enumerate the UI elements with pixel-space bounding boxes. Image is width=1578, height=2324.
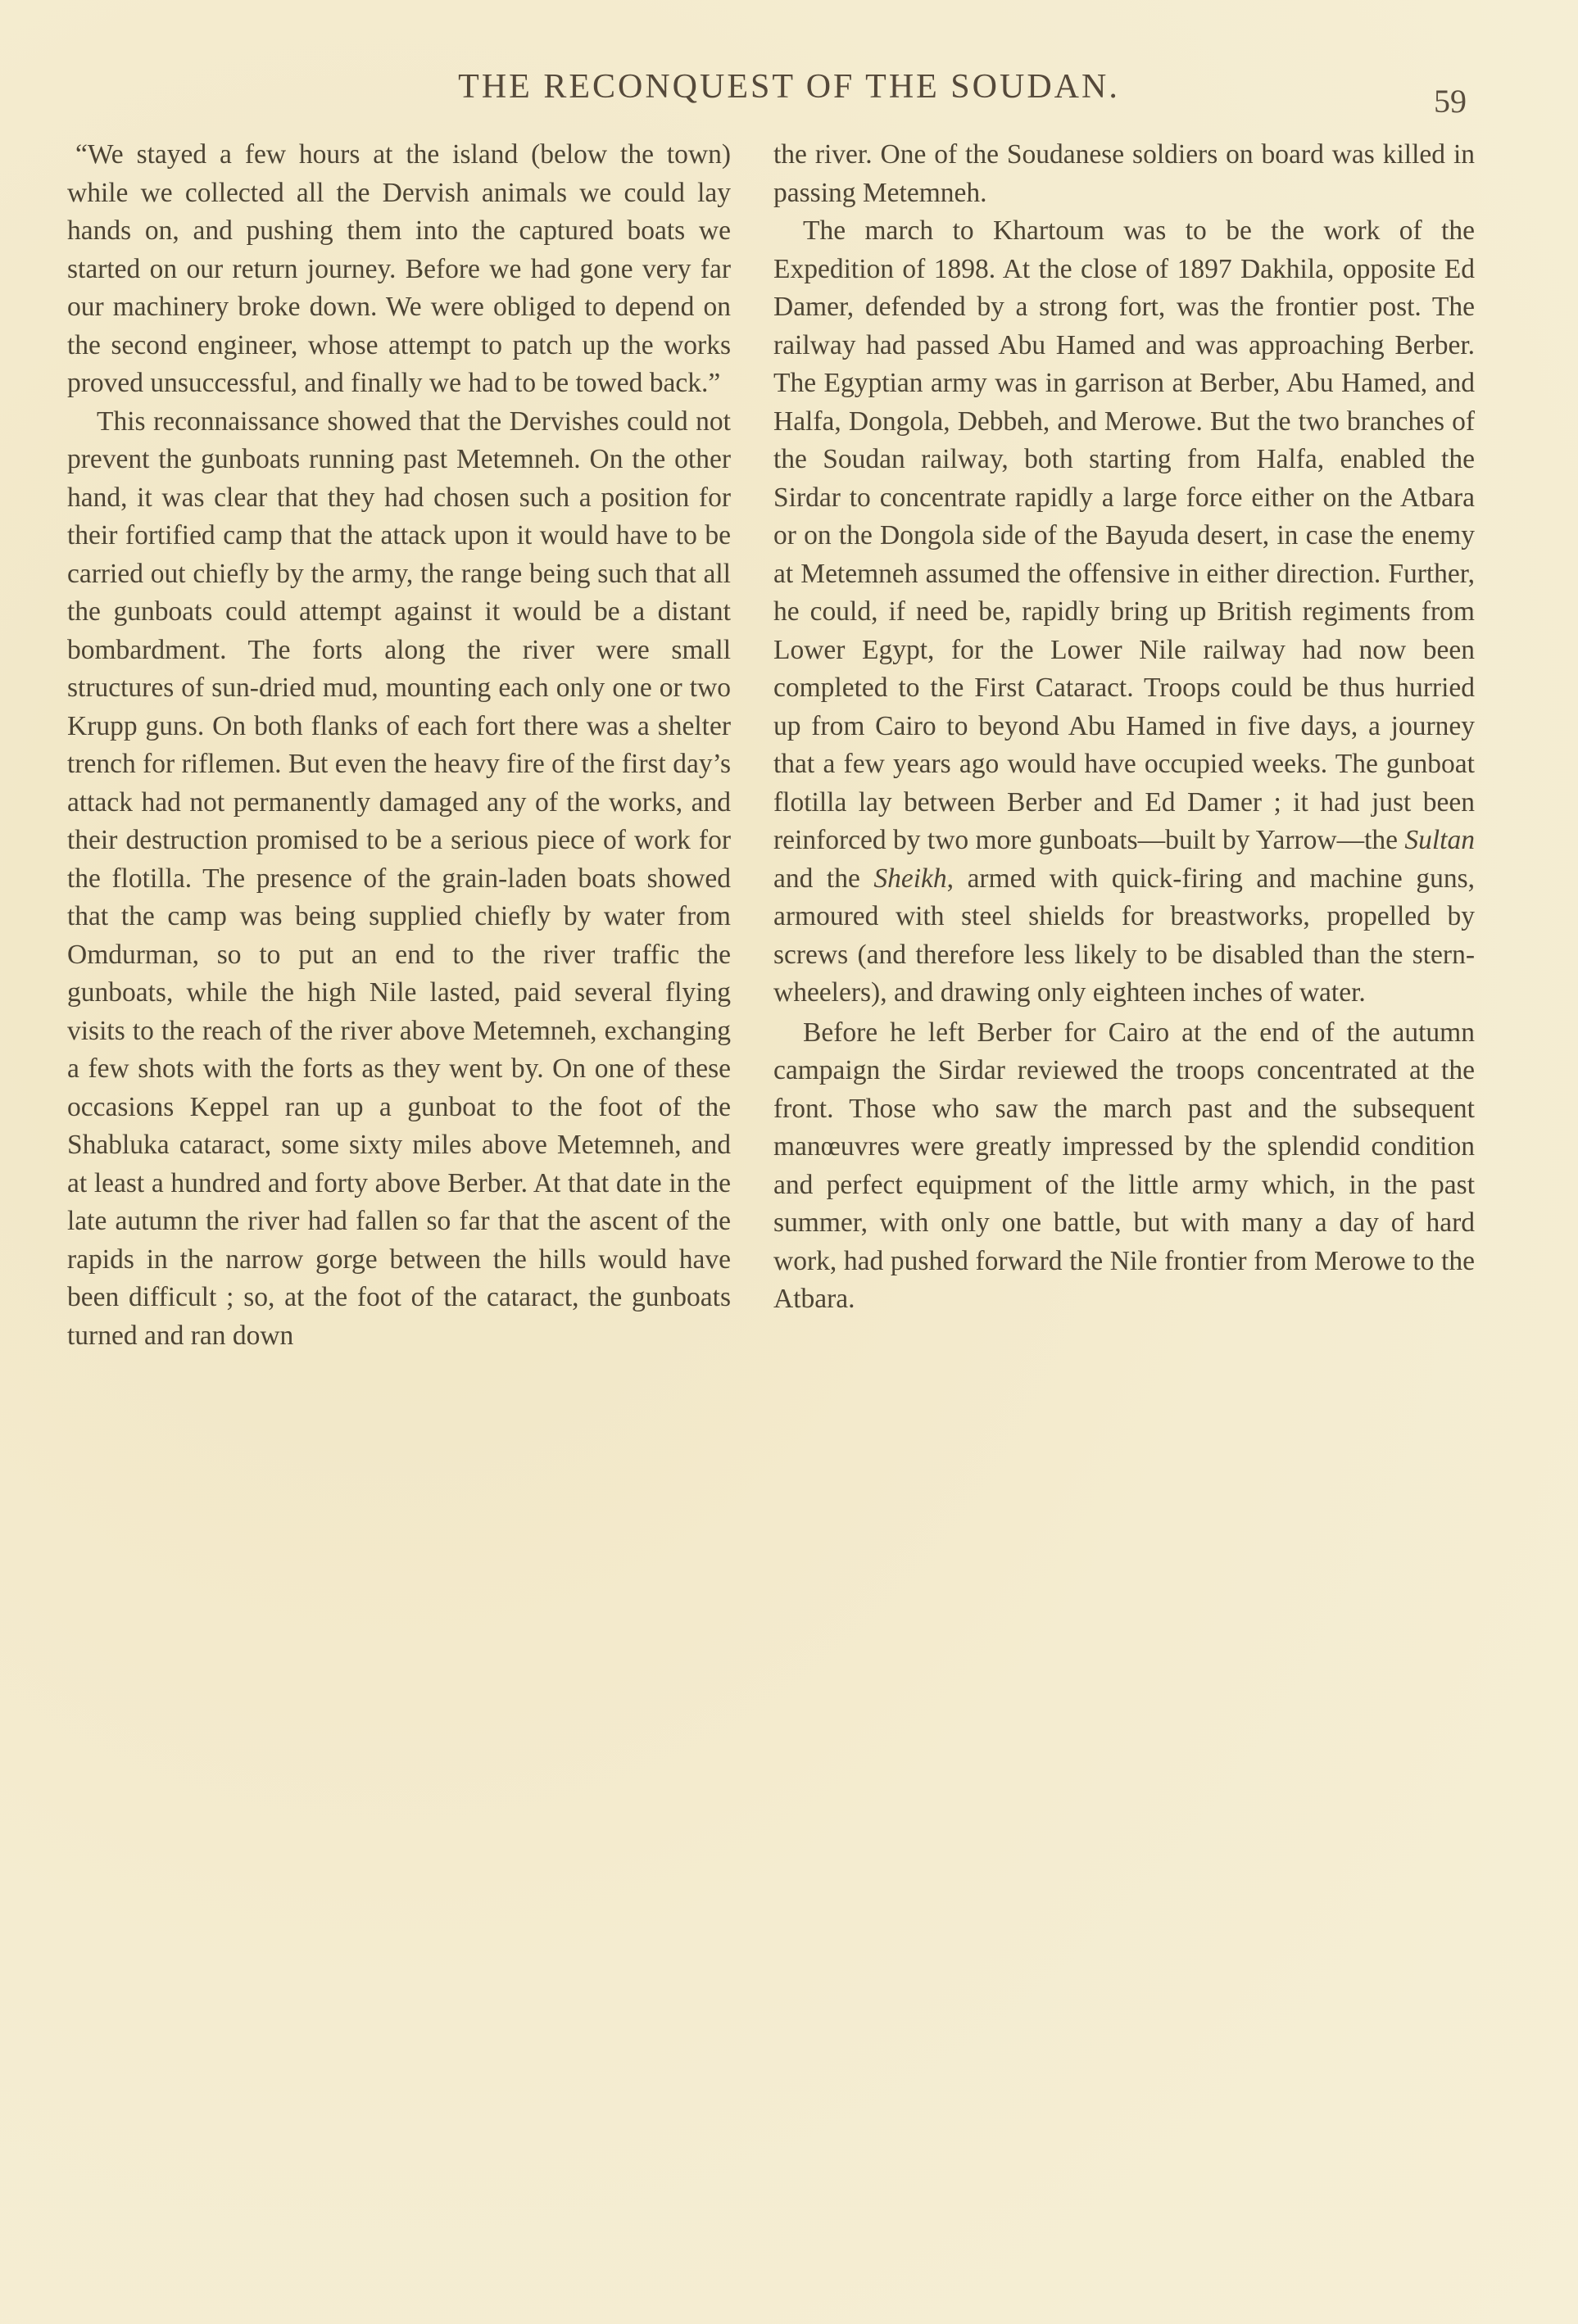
- paragraph-quote: “We stayed a few hours at the island (below the town) while we collected all the Dervish animals we could lay hands on, and pushing them into the captured boats we started on our return journey. Before we had gone very far our machinery broke down. We were obliged to depend on the second engineer, whose attempt to patch up the works proved unsuccessful, and finally we had to be towed back.”: [67, 139, 731, 398]
- left-column: [67, 136, 731, 1355]
- ship-name-sultan: Sultan: [1404, 825, 1475, 855]
- paragraph-sirdar-review: Before he left Berber for Cairo at the end of the autumn campaign the Sirdar reviewed the troops concentrated at the front. Those who saw the march past and the subsequent manœuvres were greatly impressed by the splendid condition and perfect equipment of the little army which, in the past summer, with only one battle, but with many a day of hard work, had pushed forward the Nile frontier from Merowe to the Atbara.: [773, 1017, 1475, 1314]
- paragraph-continuation: the river. One of the Soudanese soldiers on board was killed in passing Metemneh.: [773, 139, 1475, 208]
- ship-name-sheikh: Sheikh: [873, 863, 947, 894]
- paragraph-text: The march to Khartoum was to be the work of the Expedition of 1898. At the close of 1897 Dakhila, opposite Ed Damer, defended by a strong fort, was the frontier post. The railway had passed Abu Hamed and was approaching Berber. The Egyptian army was in garrison at Berber, Abu Hamed, and Halfa, Dongola, Debbeh, and Merowe. But the two branches of the Soudan railway, both starting from Halfa, enabled the Sirdar to concentrate rapidly a large force either on the Atbara or on the Dongola side of the Bayuda desert, in case the enemy at Metemneh assumed the offensive in either direction. Further, he could, if need be, rapidly bring up British regiments from Lower Egypt, for the Lower Nile railway had now been completed to the First Cataract. Troops could be thus hurried up from Cairo to beyond Abu Hamed in five days, a journey that a few years ago would have occupied weeks. The gunboat flotilla lay between Berber and Ed Damer ; it had just been reinforced by two more gunboats—built by Yarrow—the: [773, 215, 1475, 855]
- paragraph-text-end: , armed with quick-firing and machine guns, armoured with steel shields for breastworks, propelled by screws (and therefore less likely to be disabled than the stern-wheelers), and drawing only eighteen inches of water.: [773, 863, 1475, 1008]
- paragraph-text-and: and the: [773, 863, 860, 894]
- page-number: 59: [1434, 83, 1467, 120]
- paragraph-march-to-khartoum: [773, 212, 1475, 1013]
- page-header: [0, 67, 1578, 120]
- right-column: [773, 136, 1475, 1319]
- running-title: THE RECONQUEST OF THE SOUDAN.: [458, 68, 1120, 106]
- paragraph-reconnaissance: This reconnaissance showed that the Dervishes could not prevent the gunboats running past Metemneh. On the other hand, it was clear that they had chosen such a position for their fortified camp that the attack upon it would have to be carried out chiefly by the army, the range being such that all the gunboats could attempt against it would be a distant bombardment. The forts along the river were small structures of sun-dried mud, mounting each only one or two Krupp guns. On both flanks of each fort there was a shelter trench for riflemen. But even the heavy fire of the first day’s attack had not permanently damaged any of the works, and their destruction promised to be a serious piece of work for the flotilla. The presence of the grain-laden boats showed that the camp was being supplied chiefly by water from Omdurman, so to put an end to the river traffic the gunboats, while the high Nile lasted, paid several flying visits to the reach of the river above Metemneh, exchanging a few shots with the forts as they went by. On one of these occasions Keppel ran up a gunboat to the foot of the Shabluka cataract, some sixty miles above Metemneh, and at least a hundred and forty above Berber. At that date in the late autumn the river had fallen so far that the ascent of the rapids in the narrow gorge between the hills would have been difficult ; so, at the foot of the cataract, the gunboats turned and ran down: [67, 405, 731, 1351]
